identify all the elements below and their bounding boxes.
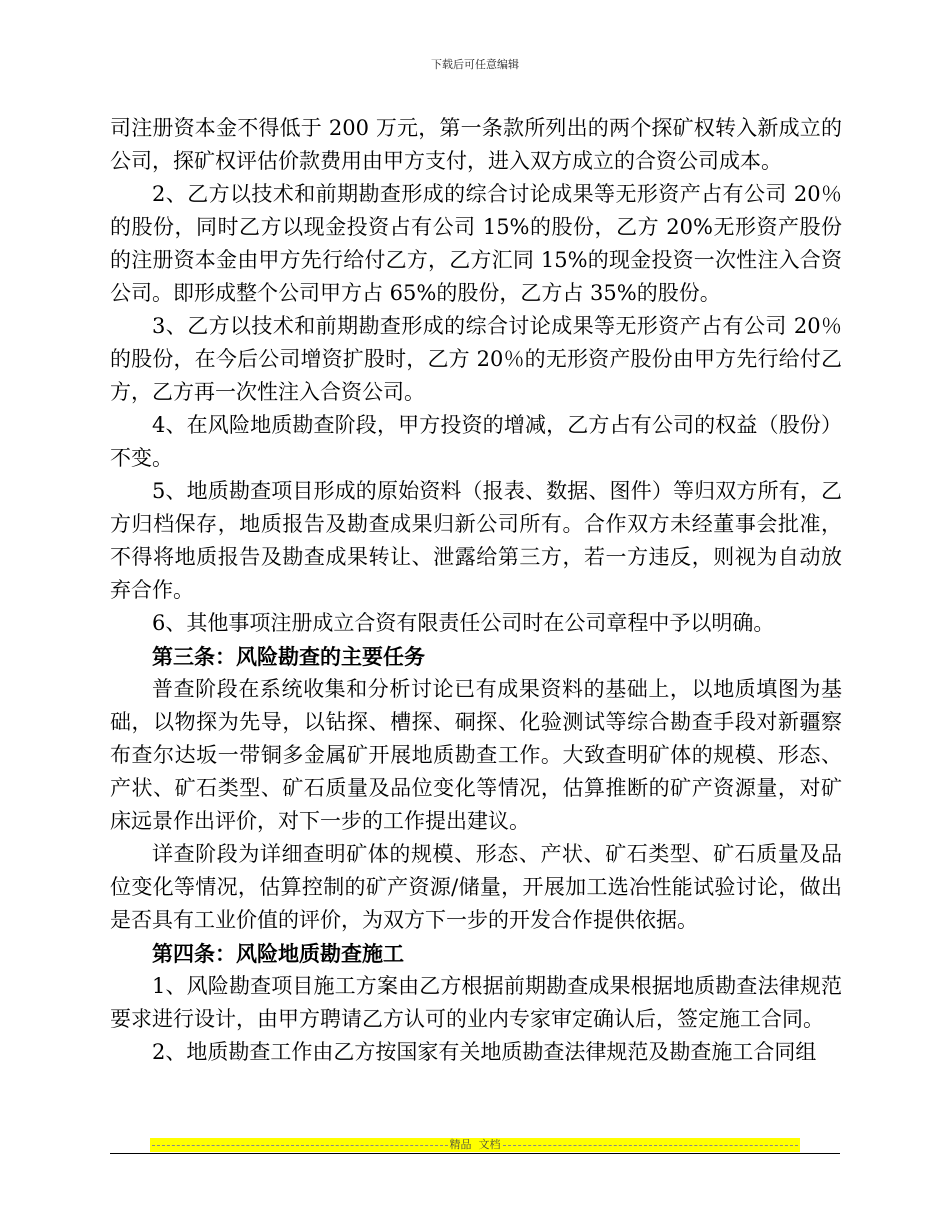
paragraph: 普查阶段在系统收集和分析讨论已有成果资料的基础上，以地质填图为基础，以物探为先导，以钻探、槽探、硐探、化验测试等综合勘查手段对新疆察布查尔达坂一带铜多金属矿开展地质勘查工作。大致查明矿体的规模、形态、产状、矿石类型、矿石质量及品位变化等情况，估算推断的矿产资源量，对矿床远景作出评价，对下一步的工作提出建议。 — [110, 677, 842, 833]
page-header: 下载后可任意编辑 — [431, 58, 519, 71]
footer-divider — [110, 1153, 840, 1154]
paragraph: 5、地质勘查项目形成的原始资料（报表、数据、图件）等归双方所有，乙方归档保存，地质报告及勘查成果归新公司所有。合作双方未经董事会批准，不得将地质报告及勘查成果转让、泄露给第三方，若一方违反，则视为自动放弃合作。 — [110, 479, 842, 602]
document-body — [110, 112, 842, 1069]
paragraph: 6、其他事项注册成立合资有限责任公司时在公司章程中予以明确。 — [152, 611, 775, 635]
section-heading: 第四条：风险地质勘查施工 — [152, 941, 404, 966]
paragraph: 1、风险勘查项目施工方案由乙方根据前期勘查成果根据地质勘查法律规范要求进行设计，由甲方聘请乙方认可的业内专家审定确认后，签定施工合同。 — [110, 974, 842, 1031]
paragraph: 司注册资本金不得低于 200 万元，第一条款所列出的两个探矿权转入新成立的公司，探矿权评估价款费用由甲方支付，进入双方成立的合资公司成本。 — [110, 116, 842, 173]
paragraph: 3、乙方以技术和前期勘查形成的综合讨论成果等无形资产占有公司 20％的股份，在今后公司增资扩股时，乙方 20％的无形资产股份由甲方先行给付乙方，乙方再一次性注入合资公司。 — [110, 314, 842, 404]
paragraph: 4、在风险地质勘查阶段，甲方投资的增减，乙方占有公司的权益（股份）不变。 — [110, 413, 842, 470]
footer-label: 精品 文档 — [449, 1138, 501, 1151]
footer-dash-left — [152, 1145, 448, 1146]
paragraph: 2、地质勘查工作由乙方按国家有关地质勘查法律规范及勘查施工合同组 — [152, 1040, 817, 1064]
section-heading: 第三条：风险勘查的主要任务 — [152, 644, 425, 669]
paragraph: 2、乙方以技术和前期勘查形成的综合讨论成果等无形资产占有公司 20％的股份，同时乙方以现金投资占有公司 15%的股份，乙方 20%无形资产股份的注册资本金由甲方先行给付乙方，乙方汇同 15%的现金投资一次性注入合资公司。即形成整个公司甲方占 65%的股份，乙方占 35%的股份。 — [110, 182, 842, 305]
page-footer-banner — [150, 1138, 800, 1152]
paragraph: 详查阶段为详细查明矿体的规模、形态、产状、矿石类型、矿石质量及品位变化等情况，估算控制的矿产资源/储量，开展加工选冶性能试验讨论，做出是否具有工业价值的评价，为双方下一步的开发合作提供依据。 — [110, 842, 842, 932]
footer-dash-right — [503, 1145, 799, 1146]
